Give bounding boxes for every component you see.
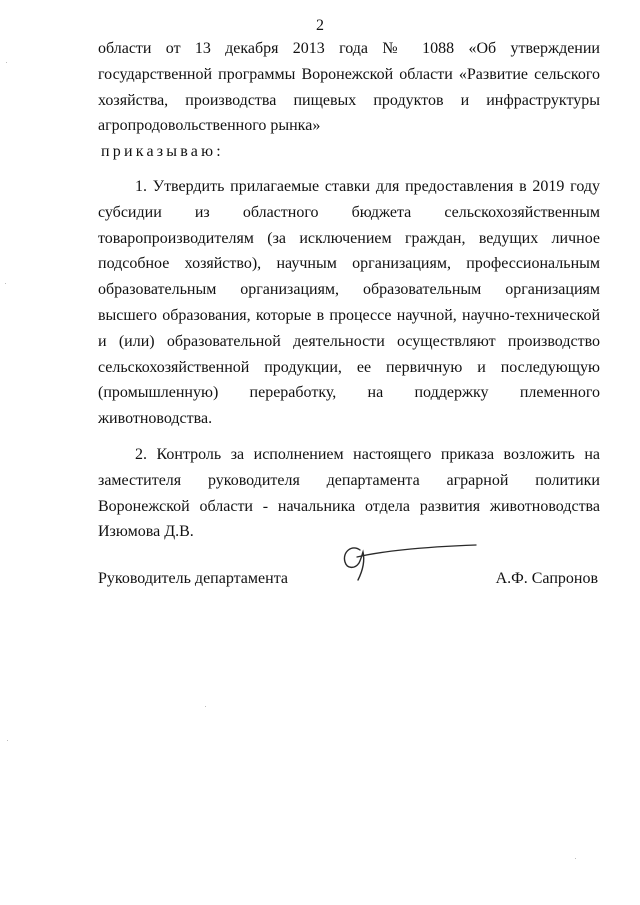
intro-line: области от 13 декабря 2013 года № 1088 «Об утверждении государственной <box>98 40 600 83</box>
item-1-line: хозяйство), научным организациям, профессиональным образовательным <box>98 255 601 299</box>
order-word: приказываю: <box>101 143 224 161</box>
item-2-line: Изюмова Д.В. <box>98 523 194 541</box>
signatory-title: Руководитель департамента <box>98 570 288 587</box>
item-1-line: ее первичную и последующую (промышленную) переработку, на поддержку <box>98 358 601 402</box>
item-1-line: 1. Утвердить прилагаемые ставки для предоставления в 2019 году <box>135 177 600 195</box>
scan-speck <box>5 283 6 284</box>
item-1-line: деятельности осуществляют производство сельскохозяйственной продукции, <box>98 332 601 376</box>
item-2-line: 2. Контроль за исполнением настоящего приказа возложить <box>135 445 575 463</box>
scan-speck <box>205 706 206 707</box>
signature-block <box>98 570 600 600</box>
intro-paragraph <box>98 36 600 139</box>
item-1-line: племенного животноводства. <box>98 384 600 428</box>
page-number: 2 <box>316 17 324 34</box>
intro-line: агропродовольственного рынка» <box>98 117 321 135</box>
intro-line: программы Воронежской области «Развитие сельского хозяйства, <box>98 65 601 109</box>
item-1-line: организациям, образовательным организациям высшего образования, <box>98 281 601 324</box>
document-body <box>98 36 600 545</box>
signatory-name: А.Ф. Сапронов <box>495 570 598 587</box>
item-1-line: которые в процессе научной, научно-технической и (или) образовательной <box>98 306 601 350</box>
scan-speck <box>7 740 8 741</box>
scan-speck <box>575 858 576 859</box>
intro-line: производства пищевых продуктов и инфраструктуры <box>185 91 600 109</box>
item-1-line: субсидии из областного бюджета сельскохозяйственным <box>98 203 600 221</box>
item-2-line: на заместителя руководителя департамента аграрной политики <box>98 445 600 489</box>
item-2-paragraph <box>98 442 600 545</box>
item-1-paragraph <box>98 174 600 432</box>
item-1-line: товаропроизводителям (за исключением граждан, ведущих личное подсобное <box>98 229 600 273</box>
item-2-line: Воронежской области - начальника отдела развития животноводства <box>98 497 600 515</box>
scan-speck <box>6 62 7 63</box>
